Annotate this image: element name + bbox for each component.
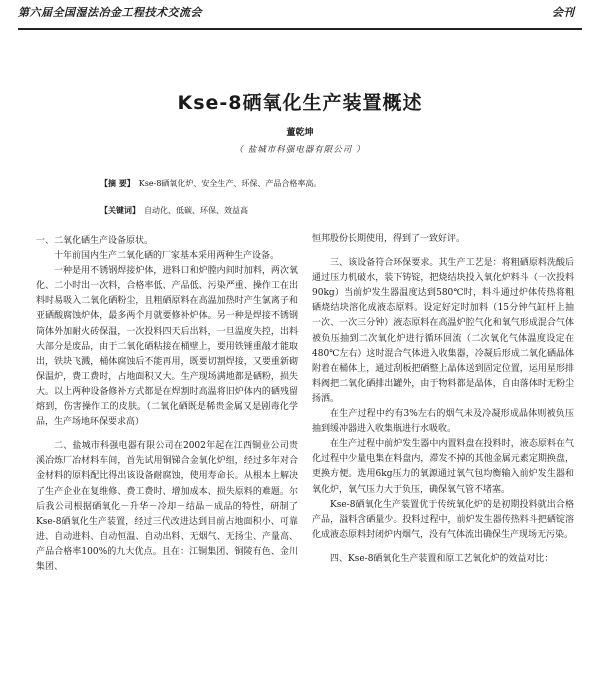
section-1-paragraph-2: 一种是用不锈钢焊接炉体，进料口和炉膛内间时加料，两次氧化、二小时出一次料，合格率低、产品低、污染严重、操作工在出料时易吸入二氧化硒粉尘，且粗硒原料在高温加热时产生氯离子和亚硒酸腐蚀炉体，最多两个月就要修补炉体。另一种是焊接不锈钢筒体外加耐火砖保温，一次投料四天后出料，一旦温度失控，出料大部分是废品，由于二氧化硒粘接在桶壁上，要用铁锤重敲才能取出，铁块飞溅，桶体腐蚀后不能再用，既要切割焊接，又要重新砌保温炉，费工费时，占地面积又大。生产现场满地都是硒粉，损失大。以上两种设备修补方式都是在焊割时高温将旧炉体内的硒残留熔到，伤害操作工的皮肤。（二氧化硒既是稀贵金属又是剧毒化学品，生产场地环保要求高）	[36, 266, 298, 428]
section-3-paragraph-3: 在生产过程中前炉发生器中内置料盘在投料时，液态原料在气化过程中少量电集在料盘内，滞发不掉的其他金属元素定期换盘，更换方便。选用6kg压力的氧源通过氧气包均衡输入前炉发生器和氧化炉，氧气压力大于负压，确保氧气管不堵塞。	[312, 439, 574, 495]
left-column	[36, 232, 298, 575]
section-2-paragraph-1: 二、盐城市科强电器有限公司在2002年起在江西铜业公司贵溪冶炼厂冶材料车间，首先试用铜锑合金氧化炉组，经过多年对合金材料的原料配比得出该设备耐腐蚀，使用寿命长。从根本上解决了生产企业在复维修、费工费时、增加成本、损失原料的难题。尔后我公司根据硒氧化－升华－冷却－结晶－成品的特性，研制了Kse-8硒氧化生产装置，经过三代改进达到目前占地面积小、可靠进、自动进料、自动恒温、自动出料、无烟气、无扬尘、产量高、产品合格率100%的九大优点。且在：江铜集团、铜陵有色、金川集团、	[36, 441, 298, 572]
section-1-heading: 一、二氧化硒生产设备原状。	[36, 236, 154, 246]
keywords-label: 【关键词】	[100, 205, 140, 215]
keywords-line	[100, 205, 248, 216]
abstract-label: 【摘 要】	[100, 178, 135, 188]
abstract-text: Kse-8硒氧化炉、安全生产、环保、产品合格率高。	[138, 179, 322, 188]
section-2-continuation: 恒邦股份长期使用，得到了一致好评。	[312, 234, 466, 244]
right-column	[312, 232, 574, 567]
section-4-heading: 四、Kse-8硒氧化生产装置和原工艺氧化炉的效益对比：	[330, 553, 554, 564]
author-name: 董乾坤	[286, 128, 314, 138]
section-3-paragraph-1: 三、该设备符合环保要求。其生产工艺是：将粗硒原料洗酸后通过压力机破水，装下铸锭，把烧结块投入氧化炉料斗（一次投料90kg）当前炉发生器温度达到580℃时，料斗通过炉体传热将粗硒烧结块溶化成液态原料。设定好定时加料（15分钟气缸杆上抽一次、一次三分钟）液态原料在高温炉腔气化和氧气形成混合气体被负压抽到二次氧化炉进行循环回流（二次氧化气体温度设定在480℃左右）这时混合气体进入收集器，冷凝后形成二氧化硒晶体附着在桶体上，通过刮板把硒整上晶体送到固定位置，运用星形排料阀把二氧化硒排出罐外，由于物料都是晶体，自由落体时无粉尘扬洒。	[312, 258, 574, 404]
conference-name: 第六届全国湿法冶金工程技术交流会	[18, 6, 202, 19]
author-affiliation: （ 盐城市科强电器有限公司 ）	[234, 145, 366, 155]
article-title: Kse-8硒氧化生产装置概述	[177, 92, 423, 114]
section-3-paragraph-4: Kse-8硒氧化生产装置优于传统氧化炉的是初期投料就出合格产品，溢料含硒量少。投料过程中，前炉发生器传热料斗把硒锭溶化成液态原料封闭炉内烟气，没有气体流出确保生产现场无污染。	[312, 499, 574, 540]
section-3-paragraph-2: 在生产过程中约有3%左右的烟气未及冷凝形成晶体则被负压抽到缓冲器进入收集瓶进行水吸收。	[312, 409, 574, 435]
proceedings-label: 会刊	[552, 6, 574, 19]
abstract-line	[100, 178, 321, 189]
keywords-text: 自动化、低碳、环保、效益高	[144, 206, 248, 215]
section-1-paragraph-1: 十年前国内生产二氧化硒的厂家基本采用两种生产设备。	[54, 251, 280, 262]
